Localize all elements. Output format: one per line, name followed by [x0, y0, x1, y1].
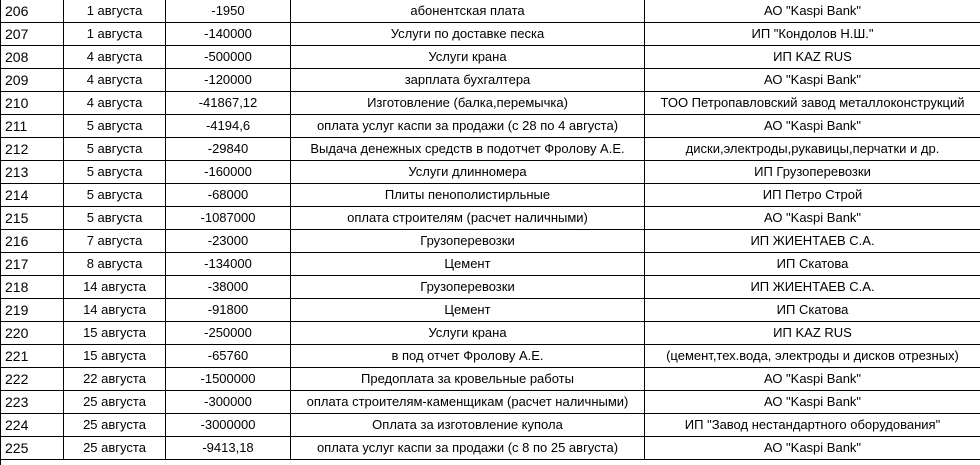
amount-cell[interactable]: -41867,12: [166, 92, 291, 114]
description-cell[interactable]: оплата строителям-каменщикам (расчет наличными): [291, 391, 645, 413]
date-cell[interactable]: 5 августа: [64, 161, 166, 183]
description-cell[interactable]: Грузоперевозки: [291, 276, 645, 298]
amount-cell[interactable]: -1500000: [166, 368, 291, 390]
row-number-cell[interactable]: 209: [0, 69, 64, 91]
payee-cell[interactable]: (цемент,тех.вода, электроды и дисков отрезных): [666, 348, 959, 363]
date-cell[interactable]: 25 августа: [64, 414, 166, 436]
description-cell[interactable]: оплата услуг каспи за продажи (с 28 по 4 августа): [291, 115, 645, 137]
row-number-cell[interactable]: 225: [0, 437, 64, 459]
table-row: [0, 345, 980, 368]
amount-cell[interactable]: -29840: [166, 138, 291, 160]
amount-cell[interactable]: -300000: [166, 391, 291, 413]
payee-cell[interactable]: АО "Kaspi Bank": [763, 3, 862, 18]
table-row: [0, 207, 980, 230]
amount-cell[interactable]: -1087000: [166, 207, 291, 229]
payee-cell[interactable]: ТОО Петропавловский завод металлоконструкций: [660, 95, 965, 110]
table-row: [0, 23, 980, 46]
payee-cell[interactable]: ИП "Кондолов Н.Ш.": [751, 26, 874, 41]
description-cell[interactable]: оплата строителям (расчет наличными): [291, 207, 645, 229]
table-row: [0, 368, 980, 391]
payee-cell[interactable]: ИП Скатова: [776, 256, 849, 271]
amount-cell[interactable]: -140000: [166, 23, 291, 45]
amount-cell[interactable]: -38000: [166, 276, 291, 298]
date-cell[interactable]: 15 августа: [64, 322, 166, 344]
description-cell[interactable]: Предоплата за кровельные работы: [291, 368, 645, 390]
row-number-cell[interactable]: 214: [0, 184, 64, 206]
payee-cell[interactable]: ИП ЖИЕНТАЕВ С.А.: [750, 279, 875, 294]
table-row: [0, 184, 980, 207]
date-cell[interactable]: 4 августа: [64, 46, 166, 68]
amount-cell[interactable]: -3000000: [166, 414, 291, 436]
row-number-cell[interactable]: 222: [0, 368, 64, 390]
description-cell[interactable]: абонентская плата: [291, 0, 645, 22]
date-cell[interactable]: 14 августа: [64, 276, 166, 298]
table-row: [0, 414, 980, 437]
table-row: [0, 0, 980, 23]
date-cell[interactable]: 8 августа: [64, 253, 166, 275]
description-cell[interactable]: зарплата бухгалтера: [291, 69, 645, 91]
payee-cell[interactable]: АО "Kaspi Bank": [763, 72, 862, 87]
amount-cell[interactable]: -23000: [166, 230, 291, 252]
row-number-cell[interactable]: 220: [0, 322, 64, 344]
description-cell[interactable]: Плиты пенополистирльные: [291, 184, 645, 206]
row-number-cell[interactable]: 213: [0, 161, 64, 183]
date-cell[interactable]: 1 августа: [64, 0, 166, 22]
table-row: [0, 253, 980, 276]
row-number-cell[interactable]: 206: [0, 0, 64, 22]
table-row: [0, 391, 980, 414]
date-cell[interactable]: 22 августа: [64, 368, 166, 390]
payee-cell[interactable]: АО "Kaspi Bank": [763, 440, 862, 455]
table-row: [0, 276, 980, 299]
table-row: [0, 138, 980, 161]
amount-cell[interactable]: -120000: [166, 69, 291, 91]
table-row: [0, 92, 980, 115]
payee-cell[interactable]: ИП "Завод нестандартного оборудования": [684, 417, 941, 432]
payee-cell[interactable]: ИП Грузоперевозки: [754, 164, 871, 179]
row-number-cell[interactable]: 210: [0, 92, 64, 114]
table-row: [0, 322, 980, 345]
amount-cell[interactable]: -500000: [166, 46, 291, 68]
row-number-cell[interactable]: 223: [0, 391, 64, 413]
row-number-cell[interactable]: 217: [0, 253, 64, 275]
row-number-cell[interactable]: 219: [0, 299, 64, 321]
description-cell[interactable]: Изготовление (балка,перемычка): [291, 92, 645, 114]
payee-cell[interactable]: ИП Петро Строй: [762, 187, 863, 202]
description-cell[interactable]: Услуги длинномера: [291, 161, 645, 183]
row-number-cell[interactable]: 216: [0, 230, 64, 252]
table-row: [0, 115, 980, 138]
row-number-cell[interactable]: 207: [0, 23, 64, 45]
date-cell[interactable]: 14 августа: [64, 299, 166, 321]
table-row: [0, 46, 980, 69]
amount-cell[interactable]: -4194,6: [166, 115, 291, 137]
row-number-cell[interactable]: 208: [0, 46, 64, 68]
amount-cell[interactable]: -134000: [166, 253, 291, 275]
payee-cell[interactable]: ИП KAZ RUS: [773, 49, 852, 64]
payee-cell[interactable]: ИП Скатова: [776, 302, 849, 317]
date-cell[interactable]: 5 августа: [64, 207, 166, 229]
description-cell[interactable]: Услуги по доставке песка: [291, 23, 645, 45]
payee-cell[interactable]: АО "Kaspi Bank": [763, 118, 862, 133]
amount-cell[interactable]: -65760: [166, 345, 291, 367]
description-cell[interactable]: оплата услуг каспи за продажи (с 8 по 25 августа): [291, 437, 645, 459]
amount-cell[interactable]: -9413,18: [166, 437, 291, 459]
date-cell[interactable]: 7 августа: [64, 230, 166, 252]
description-cell[interactable]: Цемент: [291, 299, 645, 321]
date-cell[interactable]: 15 августа: [64, 345, 166, 367]
payee-cell[interactable]: АО "Kaspi Bank": [763, 371, 862, 386]
payee-cell[interactable]: АО "Kaspi Bank": [763, 210, 862, 225]
amount-cell[interactable]: -160000: [166, 161, 291, 183]
row-number-cell[interactable]: 218: [0, 276, 64, 298]
row-number-cell[interactable]: 212: [0, 138, 64, 160]
description-cell[interactable]: в под отчет Фролову А.Е.: [291, 345, 645, 367]
payee-cell[interactable]: ИП KAZ RUS: [773, 325, 852, 340]
payee-cell[interactable]: диски,электроды,рукавицы,перчатки и др.: [685, 141, 940, 156]
date-cell[interactable]: 5 августа: [64, 138, 166, 160]
date-cell[interactable]: 5 августа: [64, 115, 166, 137]
description-cell[interactable]: Выдача денежных средств в подотчет Фролову А.Е.: [291, 138, 645, 160]
description-cell[interactable]: Услуги крана: [291, 46, 645, 68]
table-row: [0, 230, 980, 253]
amount-cell[interactable]: -91800: [166, 299, 291, 321]
table-row: [0, 161, 980, 184]
description-cell[interactable]: Грузоперевозки: [291, 230, 645, 252]
row-number-cell[interactable]: 215: [0, 207, 64, 229]
date-cell[interactable]: 5 августа: [64, 184, 166, 206]
table-row: [0, 437, 980, 460]
row-number-cell[interactable]: 211: [0, 115, 64, 137]
amount-cell[interactable]: -250000: [166, 322, 291, 344]
row-number-cell[interactable]: 224: [0, 414, 64, 436]
date-cell[interactable]: 1 августа: [64, 23, 166, 45]
date-cell[interactable]: 25 августа: [64, 437, 166, 459]
table-row: [0, 69, 980, 92]
date-cell[interactable]: 25 августа: [64, 391, 166, 413]
amount-cell[interactable]: -1950: [166, 0, 291, 22]
table-row: [0, 299, 980, 322]
payee-cell[interactable]: АО "Kaspi Bank": [763, 394, 862, 409]
row-number-cell[interactable]: 221: [0, 345, 64, 367]
date-cell[interactable]: 4 августа: [64, 69, 166, 91]
amount-cell[interactable]: -68000: [166, 184, 291, 206]
description-cell[interactable]: Цемент: [291, 253, 645, 275]
description-cell[interactable]: Услуги крана: [291, 322, 645, 344]
payee-cell[interactable]: ИП ЖИЕНТАЕВ С.А.: [750, 233, 875, 248]
date-cell[interactable]: 4 августа: [64, 92, 166, 114]
description-cell[interactable]: Оплата за изготовление купола: [291, 414, 645, 436]
